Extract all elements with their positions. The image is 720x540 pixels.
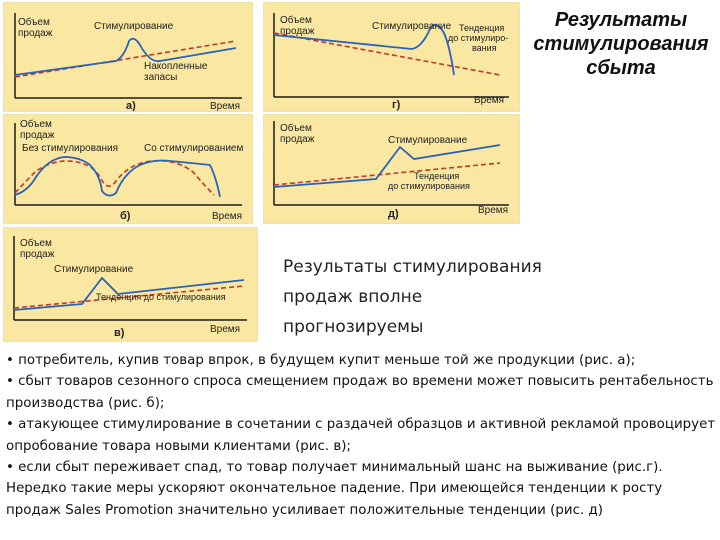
diagram-panel-d xyxy=(263,114,520,224)
body-text xyxy=(6,350,718,521)
y-axis-label: Объем xyxy=(280,123,312,134)
title-line: стимулирования xyxy=(533,33,709,55)
x-axis-label: Время xyxy=(474,95,505,106)
diagram-panel-v xyxy=(3,227,258,342)
diagram-panel-b xyxy=(3,114,253,224)
y-axis-label: продаж xyxy=(20,249,55,260)
annotation: Стимулирование xyxy=(372,21,452,32)
x-axis-label: Время xyxy=(212,211,243,222)
title-line: Результаты xyxy=(554,9,688,31)
annotation: Стимулирование xyxy=(54,264,134,275)
annotation: Тенденция xyxy=(414,171,460,181)
y-axis-label: продаж xyxy=(18,28,53,39)
diagram-a-svg xyxy=(4,3,252,111)
subtitle-line: продаж вполне прогнозируемы xyxy=(283,287,424,337)
x-axis-label: Время xyxy=(210,324,241,335)
bullet-paragraph: • сбыт товаров сезонного спроса смещением продаж во времени может повысить рентабельность производства (рис. б); xyxy=(6,374,714,411)
bullet-paragraph: • атакующее стимулирование в сочетании с раздачей образцов и активной рекламой провоцирует опробование товара новыми клиентами (рис. в); xyxy=(6,417,716,454)
bullet-paragraph: • если сбыт переживает спад, то товар получает минимальный шанс на выживание (рис.г). Нередко такие меры ускоряют окончательное падение. При имеющейся тенденции к росту продаж Sales Promotion значительно усиливает положительные тенденции (рис. д) xyxy=(6,460,663,518)
y-axis-label: Объем xyxy=(20,238,52,249)
diagram-panel-a xyxy=(3,2,253,112)
subtitle-line: Результаты стимулирования xyxy=(283,257,542,277)
diagram-v-svg xyxy=(4,228,257,341)
figure-id: а) xyxy=(126,100,136,111)
y-axis-label: Объем xyxy=(18,17,50,28)
annotation: до стимулирования xyxy=(388,181,470,191)
annotation: вания xyxy=(472,43,497,53)
annotation: Тенденция до стимулирования xyxy=(96,292,226,302)
y-axis-label: продаж xyxy=(280,134,315,145)
diagram-panel-g xyxy=(263,2,520,112)
figure-id: д) xyxy=(388,208,399,220)
y-axis-label: продаж xyxy=(20,130,55,141)
x-axis-label: Время xyxy=(478,205,509,216)
figure-id: г) xyxy=(392,99,401,111)
annotation: Со стимулированием xyxy=(144,143,244,154)
x-axis-label: Время xyxy=(210,101,241,111)
annotation: Без стимулирования xyxy=(22,143,119,154)
annotation: Тенденция xyxy=(459,23,505,33)
y-axis-label: Объем xyxy=(280,15,312,26)
subtitle xyxy=(283,252,553,342)
diagram-g-svg xyxy=(264,3,519,111)
figure-id: в) xyxy=(114,327,125,339)
slide-title xyxy=(528,8,714,80)
diagram-b-svg xyxy=(4,115,252,223)
sales-line xyxy=(15,157,220,197)
y-axis-label: продаж xyxy=(280,26,315,37)
annotation: запасы xyxy=(144,72,178,83)
y-axis-label: Объем xyxy=(20,119,52,130)
title-line: сбыта xyxy=(586,57,656,79)
annotation: Накопленные xyxy=(144,61,208,72)
diagram-d-svg xyxy=(264,115,519,223)
annotation: до стимулиро- xyxy=(448,33,509,43)
annotation: Стимулирование xyxy=(94,21,174,32)
bullet-paragraph: • потребитель, купив товар впрок, в будущем купит меньше той же продукции (рис. а); xyxy=(6,353,636,368)
annotation: Стимулирование xyxy=(388,135,468,146)
figure-id: б) xyxy=(120,210,131,222)
